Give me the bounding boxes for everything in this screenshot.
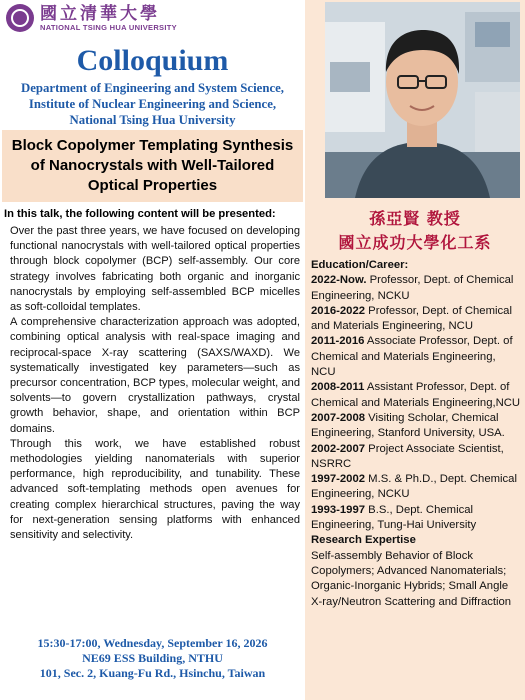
department-line: Institute of Nuclear Engineering and Science, (28, 97, 277, 111)
research-heading: Research Expertise (311, 534, 416, 547)
abstract (10, 224, 300, 543)
career-item (311, 472, 521, 503)
career-item (311, 380, 521, 411)
talk-title-line: Optical Properties (87, 177, 218, 194)
career-detail: Professor, Dept. of Chemical and Materials Engineering, NCU (311, 304, 512, 333)
department-block (0, 80, 305, 128)
career-years: 2002-2007 (311, 442, 366, 455)
career-detail: Professor, Dept. of Chemical Engineering, NCKU (311, 274, 514, 302)
career-item (311, 273, 521, 304)
talk-title-box (2, 130, 303, 202)
intro-heading: In this talk, the following content will be presented: (4, 208, 276, 220)
university-name-cn: 國立清華大學 (40, 3, 160, 24)
career-detail: Visiting Scholar, Chemical Engineering, Stanford University, USA. (311, 411, 505, 440)
speaker-name: 孫亞賢 教授 (369, 209, 461, 228)
university-seal-icon (6, 4, 34, 32)
career-item (311, 442, 521, 473)
university-name-en: NATIONAL TSING HUA UNIVERSITY (40, 22, 177, 32)
career-detail: M.S. & Ph.D., Dept. Chemical Engineering, NCKU (311, 473, 517, 501)
abstract-paragraph: A comprehensive characterization approach was adopted, combining optical analysis with real-space imaging and reciprocal-space X-ray scattering (SAXS/WAXD). We systematically investigated key parameters—such as precursor concentration, BCP types, molecular weight, and solvents—to govern crystallization pathways, crystal growth behavior, shape, and orientation within BCP domains. (10, 316, 300, 435)
career-years: 2008-2011 (311, 381, 365, 394)
career-detail: Associate Professor, Dept. of Chemical and Materials Engineering, NCU (311, 335, 513, 379)
speaker-portrait-image (325, 2, 520, 198)
talk-title (12, 136, 293, 196)
university-header (6, 4, 177, 32)
event-info (0, 636, 305, 681)
career-detail: Project Associate Scientist, NSRRC (311, 442, 504, 470)
career-years: 1997-2002 (311, 473, 366, 486)
career-years: 1993-1997 (311, 503, 366, 516)
colloquium-title: Colloquium (76, 44, 229, 77)
talk-title-line: of Nanocrystals with Well-Tailored (30, 157, 275, 174)
career-years: 2022-Now. (311, 274, 367, 287)
research-text: Self-assembly Behavior of Block Copolymers; Advanced Nanomaterials; Organic-Inorganic Hybrids; Small Angle X-ray/Neutron Scattering and Diffraction (311, 549, 512, 608)
talk-title-line: Block Copolymer Templating Synthesis (11, 137, 294, 154)
career-item (311, 334, 521, 380)
event-address: 101, Sec. 2, Kuang-Fu Rd., Hsinchu, Taiwan (39, 666, 266, 680)
abstract-paragraph: Over the past three years, we have focused on developing functional nanocrystals with well-tailored optical properties through block copolymer (BCP) self-assembly. Our core strategy involves fabricating both organic and inorganic nanocrystals by employing self-assembled BCP micelles as soft-colloidal templates. (10, 225, 300, 314)
career-item (311, 503, 521, 534)
speaker-affiliation: 國立成功大學化工系 (338, 233, 492, 252)
career-section (311, 258, 521, 610)
career-item (311, 304, 521, 335)
career-detail: Assistant Professor, Dept. of Chemical and Materials Engineering,NCU (311, 381, 521, 409)
career-years: 2016-2022 (311, 304, 366, 317)
event-time: 15:30-17:00, Wednesday, September 16, 2026 (37, 636, 268, 650)
abstract-paragraph: Through this work, we have established robust methodologies yielding nanomaterials with superior performance, high reproducibility, and tunability. These advanced soft-templating methods open avenues for creating complex hierarchical structures, paving the way for next-generation sensing platforms with enhanced sensitivity and selectivity. (10, 437, 300, 542)
department-line: Department of Engineering and System Science, (20, 81, 285, 95)
speaker-photo (325, 2, 520, 198)
career-years: 2011-2016 (311, 335, 365, 348)
event-building: NE69 ESS Building, NTHU (82, 651, 223, 665)
department-line: National Tsing Hua University (69, 113, 236, 127)
career-years: 2007-2008 (311, 411, 366, 424)
career-heading: Education/Career: (311, 259, 409, 271)
career-detail: B.S., Dept. Chemical Engineering, Tung-Hai University (311, 503, 477, 532)
career-item (311, 411, 521, 442)
